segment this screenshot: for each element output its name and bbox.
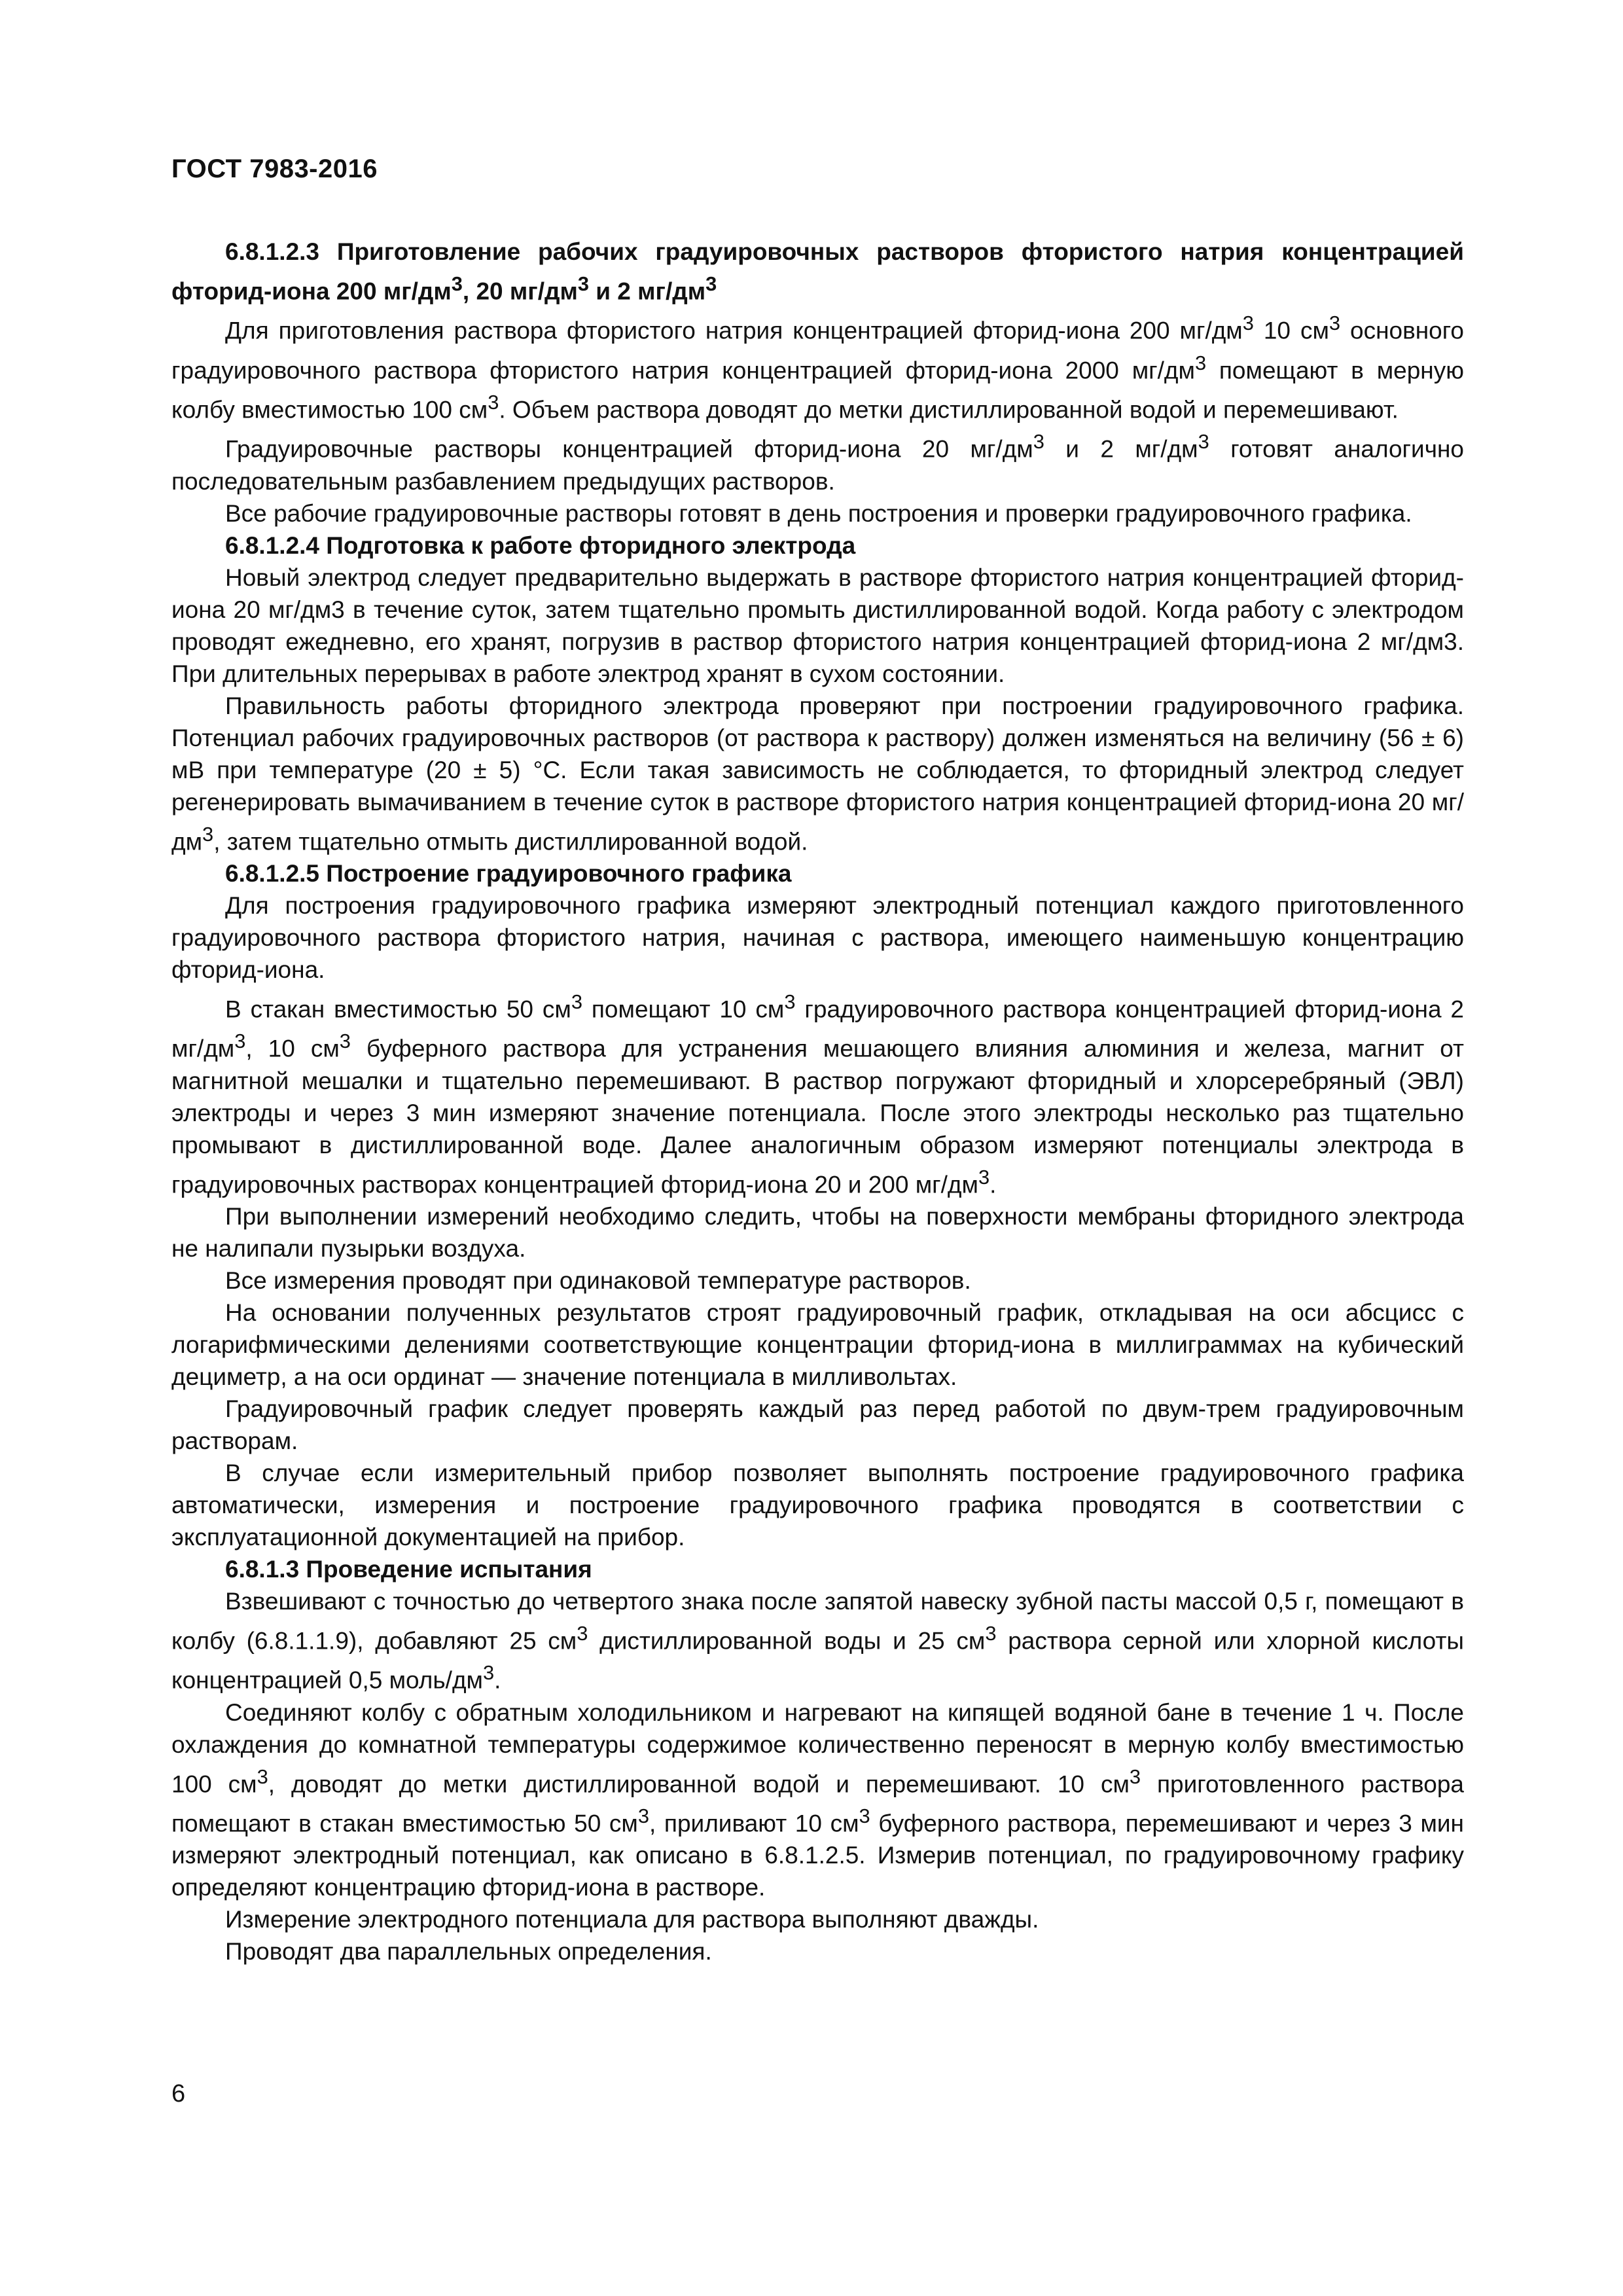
body-paragraph: Правильность работы фторидного электрода проверяют при построении градуировочного графика. Потенциал рабочих градуировочных растворов (от раствора к раствору) должен изменяться на величину (56 ± 6) мВ при температуре (20 ± 5) °С. Если такая зависимость не соблюдается, то фторидный электрод следует регенерировать вымачиванием в течение суток в растворе фтористого натрия концентрацией фторид-иона 20 $мг/дм^3$, затем тщательно отмыть дистиллированной водой. — [171, 692, 1464, 855]
superscript: 3 — [978, 1165, 990, 1189]
body-paragraph: В стакан вместимостью 50 $см^3$ помещают 10 $см^3$ градуировочного раствора концентрацией фторид-иона 2 $мг/дм^3$, 10 $см^3$ буферного раствора для устранения мешающего влияния алюминия и железа, магнит от магнитной мешалки и тщательно перемешивают. В раствор погружают фторидный и хлорсеребряный (ЭВЛ) электроды и через 3 мин измеряют значение потенциала. После этого электроды несколько раз тщательно промывают в дистиллированной воде. Далее аналогичным образом измеряют потенциалы электрода в градуировочных растворах концентрацией фторид-иона 20 и 200 $мг/дм^3$. — [171, 990, 1464, 1198]
body-paragraph: При выполнении измерений необходимо следить, чтобы на поверхности мембраны фторидного электрода не налипали пузырьки воздуха. — [171, 1202, 1464, 1262]
superscript: 3 — [482, 1661, 495, 1685]
document-header: ГОСТ 7983-2016 — [171, 154, 378, 183]
body-paragraph: Для построения градуировочного графика измеряют электродный потенциал каждого приготовленного градуировочного раствора фтористого натрия, начиная с раствора, имеющего наименьшую концентрацию фторид-иона. — [171, 891, 1464, 983]
superscript: 3 — [1129, 1765, 1141, 1788]
body-paragraph: Градуировочные растворы концентрацией фторид-иона 20 $мг/дм^3$ и 2 $мг/дм^3$ готовят аналогично последовательным разбавлением предыдущих растворов. — [171, 430, 1465, 495]
body-paragraph: Все рабочие градуировочные растворы готовят в день построения и проверки градуировочного графика. — [225, 499, 1412, 527]
superscript: 3 — [985, 1621, 997, 1645]
section-heading: 6.8.1.2.3 Приготовление рабочих градуировочных растворов фтористого натрия концентрацией фторид-иона 200 $мг/дм^3$, 20 $мг/дм^3$ и 2 $мг/дм^3$ — [171, 238, 1464, 305]
body-paragraph: Соединяют колбу с обратным холодильником и нагревают на кипящей водяной бане в течение 1 ч. После охлаждения до комнатной температуры содержимое количественно переносят в мерную колбу вместимостью 100 $см^3$, доводят до метки дистиллированной водой и перемешивают. 10 $см^3$ приготовленного раствора помещают в стакан вместимостью 50 $см^3$, приливают 10 $см^3$ буферного раствора, перемешивают и через 3 мин измеряют электродный потенциал, как описано в 6.8.1.2.5. Измерив потенциал, по градуировочному графику определяют концентрацию фторид-иона в растворе. — [171, 1698, 1465, 1901]
superscript: 3 — [571, 990, 582, 1013]
body-paragraph: Измерение электродного потенциала для раствора выполняют дважды. — [225, 1906, 1039, 1933]
body-paragraph: Новый электрод следует предварительно выдержать в растворе фтористого натрия концентрацией фторид-иона 20 мг/дм3 в течение суток, затем тщательно промыть дистиллированной водой. Когда работу с электродом проводят ежедневно, его хранят, погрузив в раствор фтористого натрия концентрацией фторид-иона 2 мг/дм3. При длительных перерывах в работе электрод хранят в сухом состоянии. — [171, 564, 1464, 687]
superscript: 3 — [488, 390, 499, 414]
body-paragraph: Взвешивают с точностью до четвертого знака после запятой навеску зубной пасты массой 0,5 г, помещают в колбу (6.8.1.1.9), добавляют 25 $см^3$ дистиллированной воды и 25 $см^3$ раствора серной или хлорной кислоты концентрацией 0,5 моль/$дм^3$. — [171, 1587, 1464, 1694]
superscript: 3 — [1198, 430, 1209, 454]
superscript: 3 — [339, 1030, 351, 1053]
section-heading: 6.8.1.2.5 Построение градуировочного графика — [225, 859, 792, 887]
superscript: 3 — [1242, 312, 1254, 335]
body-paragraph: Все измерения проводят при одинаковой температуре растворов. — [225, 1266, 971, 1294]
superscript: 3 — [234, 1030, 246, 1053]
superscript: 3 — [577, 272, 589, 295]
superscript: 3 — [705, 272, 717, 295]
superscript: 3 — [577, 1621, 588, 1645]
superscript: 3 — [1329, 312, 1341, 335]
body-paragraph: В случае если измерительный прибор позволяет выполнять построение градуировочного графика автоматически, измерения и построение градуировочного графика проводятся в соответствии с эксплуатационной документацией на прибор. — [171, 1459, 1464, 1551]
body-paragraph: Проводят два параллельных определения. — [225, 1938, 712, 1965]
section-heading: 6.8.1.3 Проведение испытания — [225, 1555, 592, 1583]
superscript: 3 — [1033, 430, 1044, 454]
superscript: 3 — [637, 1804, 650, 1827]
superscript: 3 — [784, 990, 796, 1013]
body-paragraph: Градуировочный график следует проверять каждый раз перед работой по двум-трем градуировочным растворам. — [171, 1395, 1464, 1454]
section-heading: 6.8.1.2.4 Подготовка к работе фторидного электрода — [225, 531, 856, 559]
superscript: 3 — [1194, 351, 1207, 374]
page-number: 6 — [171, 2080, 186, 2108]
superscript: 3 — [202, 822, 214, 846]
body-paragraph: Для приготовления раствора фтористого натрия концентрацией фторид-иона 200 $мг/дм^3$ 10 $см^3$ основного градуировочного раствора фтористого натрия концентрацией фторид-иона 2000 $мг/дм^3$ помещают в мерную колбу вместимостью 100 $см^3$. Объем раствора доводят до метки дистиллированной водой и перемешивают. — [171, 312, 1465, 423]
superscript: 3 — [859, 1804, 870, 1827]
body-paragraph: На основании полученных результатов строят градуировочный график, откладывая на оси абсцисс с логарифмическими делениями соответствующие концентрации фторид-иона в миллиграммах на кубический дециметр, а на оси ординат — значение потенциала в милливольтах. — [171, 1299, 1464, 1390]
superscript: 3 — [451, 272, 463, 295]
document-body — [171, 236, 1464, 1967]
superscript: 3 — [257, 1765, 268, 1788]
